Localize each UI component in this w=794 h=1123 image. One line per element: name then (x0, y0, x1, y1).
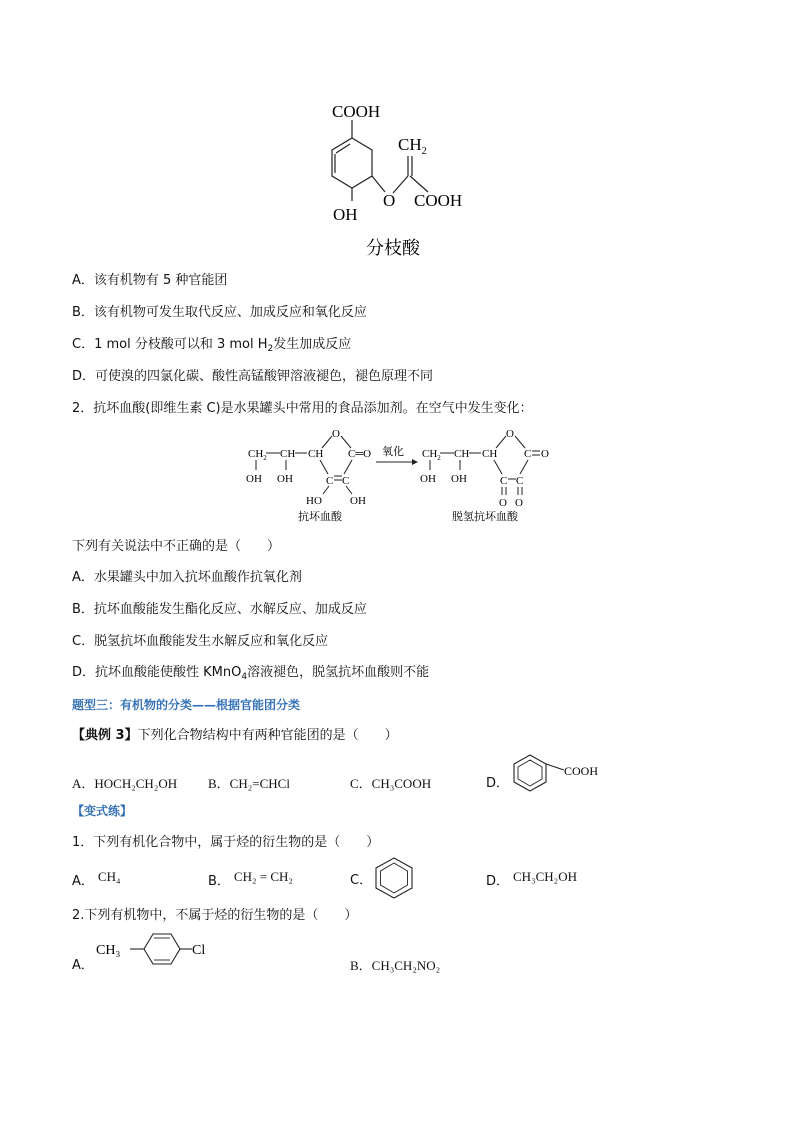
left-ch-ring: CH (308, 448, 324, 460)
benzene-structure (370, 856, 418, 900)
q2-option-c: C．脱氢抗坏血酸能发生水解反应和氧化反应 (72, 634, 329, 649)
variant-title: 【变式练】 (72, 804, 133, 818)
oh-label: OH (333, 205, 358, 224)
structure-caption: 分枝酸 (366, 238, 420, 258)
v2-option-a: A． (72, 958, 94, 973)
example3-option-a: A．HOCH₂CH₂OH (72, 776, 178, 791)
right-ch: CH (454, 448, 470, 460)
example3-option-d: D． (486, 776, 510, 791)
example3-option-c: C．CH₃COOH (350, 776, 432, 791)
q2-stem: 2．抗坏血酸(即维生素 C)是水果罐头中常用的食品添加剂。在空气中发生变化： (72, 401, 533, 416)
left-ch2: $CH_2$ (248, 448, 267, 462)
ether-o-label: O (383, 191, 396, 210)
cooh-right-label: COOH (414, 191, 463, 210)
right-caption: 脱氢抗坏血酸 (452, 510, 518, 523)
left-c-eq-o: C═O (348, 448, 372, 460)
right-o-right: O (541, 448, 549, 460)
left-c2: C (342, 475, 350, 487)
right-c-top: C (524, 448, 532, 460)
right-c1: C (500, 475, 508, 487)
v1-question: 1．下列有机化合物中，属于烃的衍生物的是（ ） (72, 835, 380, 850)
right-ch-ring: CH (482, 448, 498, 460)
v1-option-c: C． (350, 873, 373, 888)
section3-title: 题型三：有机物的分类——根据官能团分类 (72, 698, 301, 712)
q2-question: 下列有关说法中不正确的是（ ） (72, 539, 281, 554)
left-ch: CH (280, 448, 296, 460)
right-ch2: $CH_2$ (422, 448, 441, 462)
left-caption: 抗坏血酸 (298, 510, 342, 523)
q1-option-c: C．1 mol 分枝酸可以和 3 mol $H_2$发生加成反应 (72, 337, 352, 354)
example3-option-b: B．CH₂=CHCl (208, 776, 290, 791)
cooh-top-label: COOH (332, 102, 381, 121)
right-o2: O (515, 497, 523, 509)
benzoic-cooh-label: COOH (564, 764, 599, 778)
example3-question: 【典例 3】下列化合物结构中有两种官能团的是（ ） (72, 728, 398, 743)
arrow-label: 氧化 (382, 445, 404, 458)
right-c2: C (516, 475, 524, 487)
left-oh2: OH (277, 473, 293, 485)
v1-option-a: A． CH₄ (72, 869, 121, 889)
q1-option-d: D．可使溴的四氯化碳、酸性高锰酸钾溶液褪色，褪色原理不同 (72, 369, 434, 384)
left-ring-o: O (332, 428, 340, 440)
v2-question: 2.下列有机物中，不属于烃的衍生物的是（ ） (72, 908, 358, 923)
q2-option-d: D．抗坏血酸能使酸性 KMnO$_4$溶液褪色，脱氢抗坏血酸则不能 (72, 665, 430, 682)
q2-option-b: B．抗坏血酸能发生酯化反应、水解反应、加成反应 (72, 602, 367, 617)
q1-option-a: A．该有机物有 5 种官能团 (72, 273, 228, 288)
v1-option-b: B． CH₂ = CH₂ (208, 869, 293, 889)
right-oh1: OH (420, 473, 436, 485)
q1-option-b: B．该有机物可发生取代反应、加成反应和氧化反应 (72, 305, 367, 320)
cl-label: Cl (192, 943, 206, 958)
v1-option-d: D． CH₃CH₂OH (486, 869, 577, 889)
chorismic-acid-structure (300, 98, 500, 258)
left-oh3: OH (350, 495, 366, 507)
p-chlorotoluene-structure (94, 930, 224, 970)
left-ho: HO (306, 495, 322, 507)
q2-option-a: A．水果罐头中加入抗坏血酸作抗氧化剂 (72, 570, 302, 585)
ch2-label: $CH_2$ (398, 135, 427, 157)
ch3-label: CH₃ (96, 943, 121, 958)
left-c1: C (326, 475, 334, 487)
right-o1: O (499, 497, 507, 509)
v2-option-b: B．CH₃CH₂NO₂ (350, 958, 441, 973)
right-oh2: OH (451, 473, 467, 485)
ascorbic-acid-reaction (240, 424, 570, 524)
right-ring-o: O (506, 428, 514, 440)
benzoic-acid-structure (508, 752, 608, 794)
left-oh1: OH (246, 473, 262, 485)
